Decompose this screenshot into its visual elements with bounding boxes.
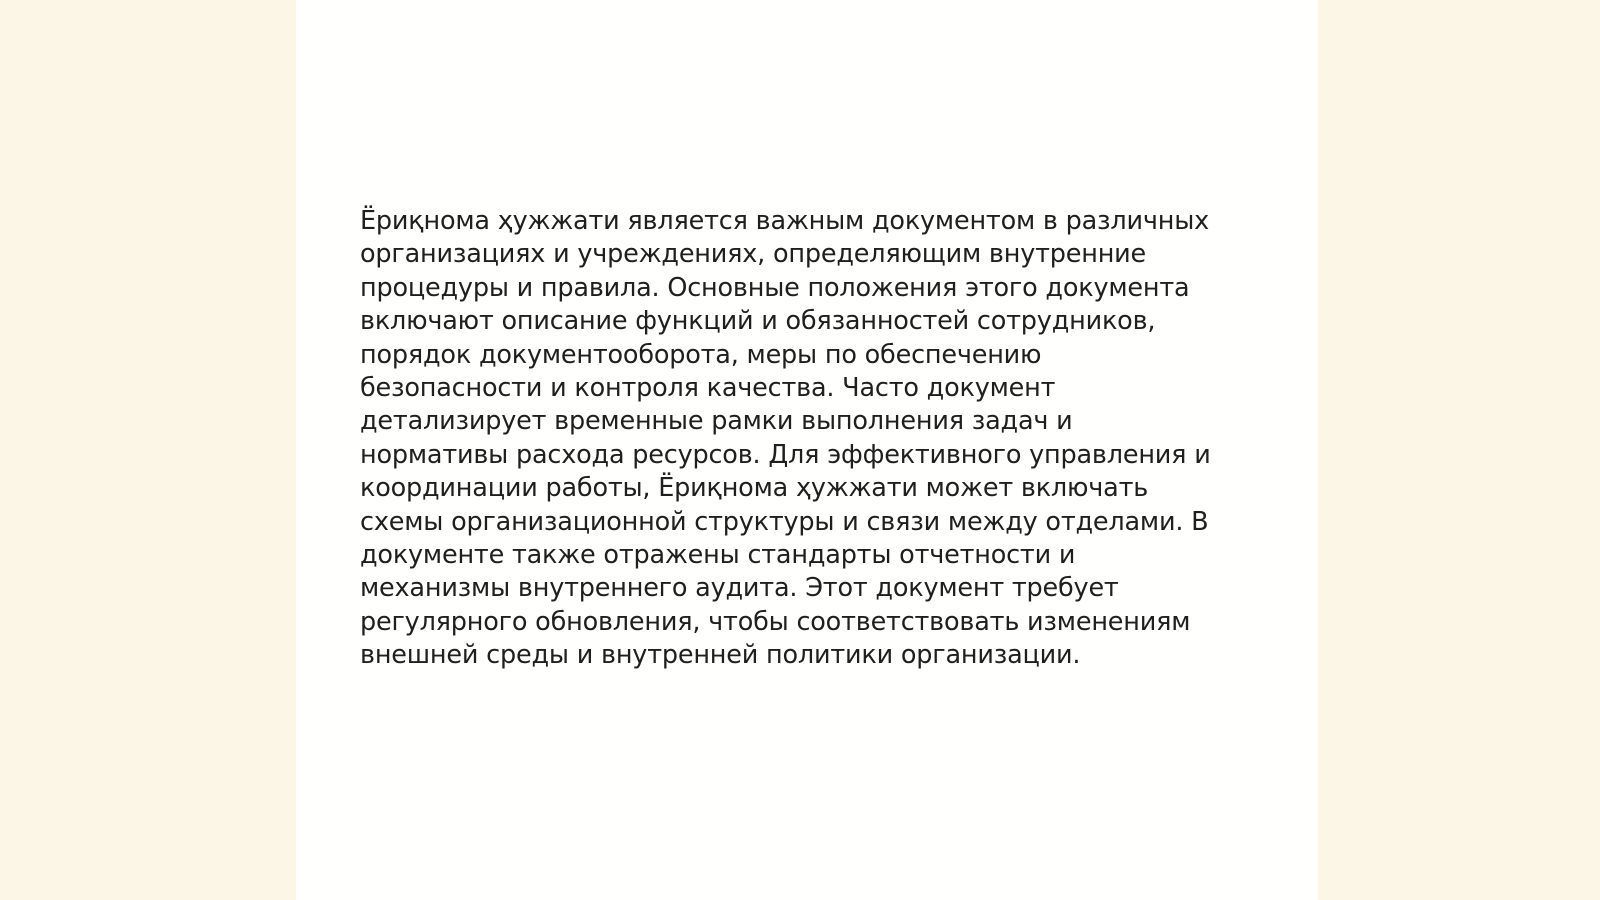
- document-page: [296, 0, 1318, 900]
- paragraph-line: процедуры и правила. Основные положения этого документа: [360, 272, 1190, 303]
- paragraph-line: нормативы расхода ресурсов. Для эффективного управления и: [360, 439, 1211, 470]
- paragraph-line: внешней среды и внутренней политики организации.: [360, 640, 1081, 671]
- paragraph-line: Ёриқнома ҳужжати является важным документом в различных: [360, 206, 1210, 236]
- paragraph-line: порядок документооборота, меры по обеспечению: [360, 339, 1042, 370]
- paragraph-line: детализирует временные рамки выполнения задач и: [360, 406, 1073, 437]
- paragraph-line: регулярного обновления, чтобы соответствовать изменениям: [360, 606, 1191, 637]
- paragraph-line: документе также отражены стандарты отчетности и: [360, 540, 1076, 571]
- paragraph-line: координации работы, Ёриқнома ҳужжати может включать: [360, 473, 1149, 504]
- paragraph-line: организациях и учреждениях, определяющим внутренние: [360, 239, 1147, 270]
- paragraph-line: схемы организационной структуры и связи между отделами. В: [360, 506, 1209, 537]
- paragraph-line: включают описание функций и обязанностей сотрудников,: [360, 306, 1156, 337]
- paragraph-line: безопасности и контроля качества. Часто документ: [360, 373, 1056, 404]
- document-paragraph: [360, 205, 1240, 673]
- paragraph-line: механизмы внутреннего аудита. Этот документ требует: [360, 573, 1119, 604]
